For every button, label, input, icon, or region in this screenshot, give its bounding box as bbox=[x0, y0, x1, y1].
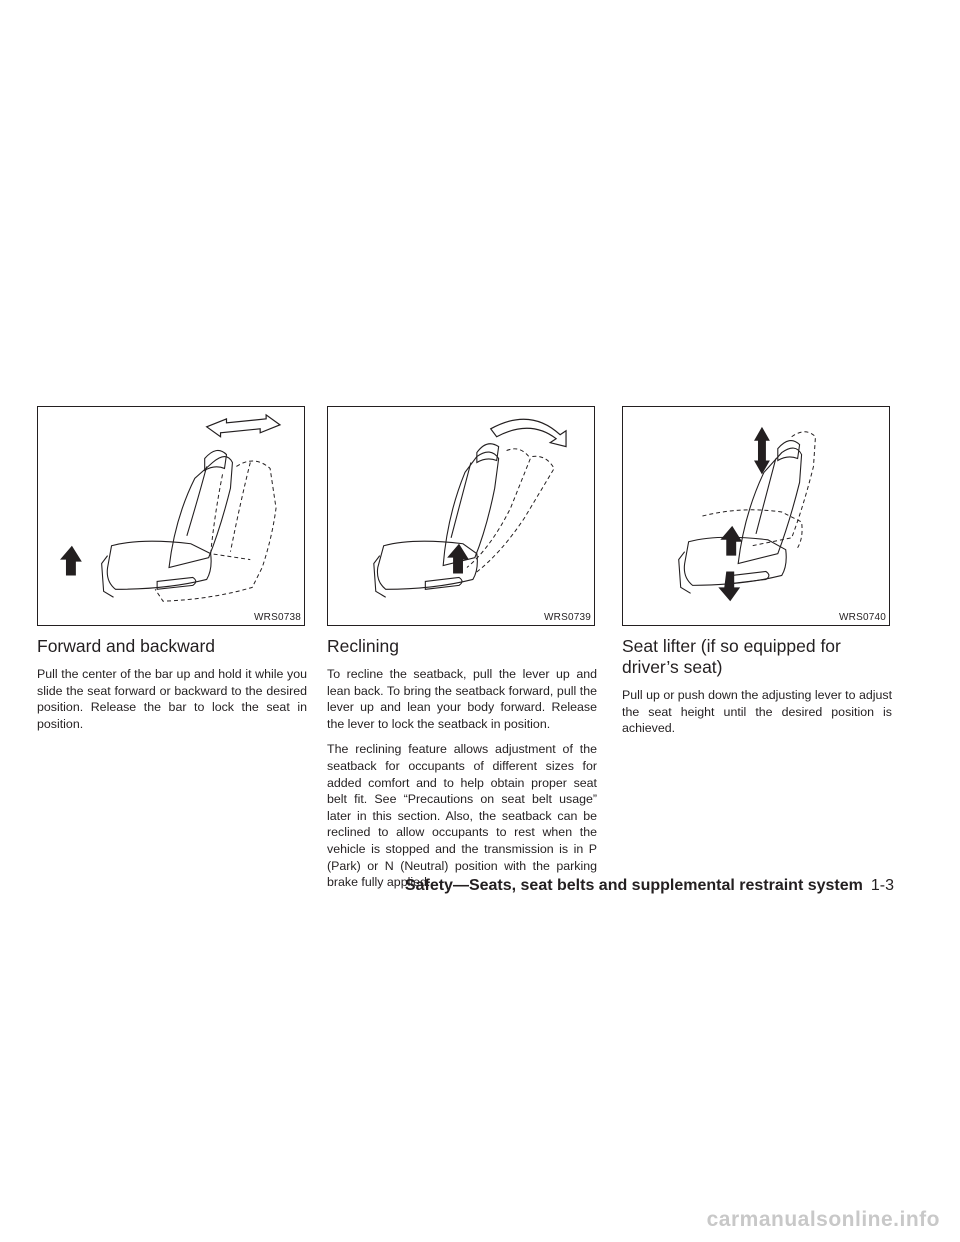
figure-code: WRS0738 bbox=[254, 612, 301, 623]
section-heading: Forward and backward bbox=[37, 636, 215, 656]
page-number: 1-3 bbox=[870, 877, 894, 894]
figure-code: WRS0739 bbox=[544, 612, 591, 623]
seat-lifter-illustration bbox=[622, 406, 890, 626]
seat-slide-illustration bbox=[37, 406, 305, 626]
section-heading: Reclining bbox=[327, 636, 399, 656]
watermark: carmanualsonline.info bbox=[706, 1208, 940, 1231]
paragraph: The reclining feature allows adjustment of the seatback for occupants of different sizes for added comfort and to help obtain proper seat belt fit. See “Precautions on seat belt usage” later in this section. Also, the seatback can be reclined to allow occupants to rest when the vehicle is stopped and the transmission is in P (Park) or N (Neutral) position with the parking brake fully applied. bbox=[327, 742, 597, 890]
paragraph: Pull up or push down the adjusting lever to adjust the seat height until the desired position is achieved. bbox=[622, 688, 893, 736]
paragraph: To recline the seatback, pull the lever up and lean back. To bring the seatback forward, pull the lever up and lean your body forward. Release the lever to lock the seatback in position. bbox=[327, 667, 597, 731]
section-seat-lifter bbox=[622, 406, 892, 737]
figure-code: WRS0740 bbox=[839, 612, 886, 623]
chapter-title: Safety—Seats, seat belts and supplemental restraint system bbox=[404, 877, 863, 894]
seat-recline-drawing bbox=[328, 407, 594, 625]
seat-lifter-drawing bbox=[623, 407, 889, 625]
paragraph: Pull the center of the bar up and hold it while you slide the seat forward or backward to the desired position. Release the bar to lock the seat in position. bbox=[37, 667, 307, 731]
section-heading: Seat lifter (if so equipped for driver’s seat) bbox=[622, 636, 841, 677]
section-forward-backward bbox=[37, 406, 307, 732]
page-footer bbox=[405, 877, 894, 895]
section-reclining bbox=[327, 406, 597, 891]
seat-slide-drawing bbox=[38, 407, 304, 625]
seat-recline-illustration bbox=[327, 406, 595, 626]
